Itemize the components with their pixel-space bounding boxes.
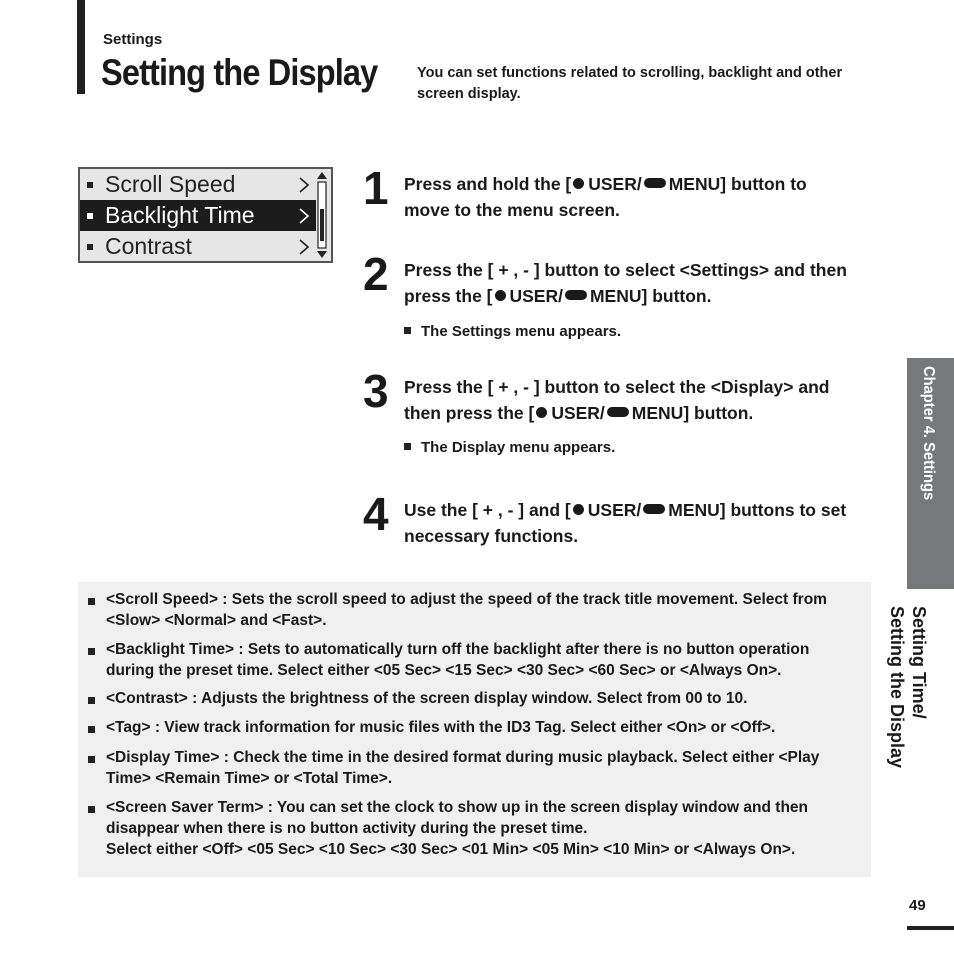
function-description-box: [78, 582, 871, 877]
step-instruction: Press the [ + , - ] button to select the <Display> and then press the [ USER/ MENU] button.: [404, 377, 830, 423]
page-number-rule: [907, 926, 954, 930]
user-button-icon: [536, 407, 547, 418]
lcd-scrollbar: [316, 171, 328, 259]
step-instruction: Press and hold the [ USER/ MENU] button to move to the menu screen.: [404, 174, 807, 220]
lcd-menu-item-scroll-speed: [80, 169, 316, 200]
menu-button-icon: [607, 407, 629, 417]
lcd-menu-item-backlight-time: [80, 200, 316, 231]
bullet-icon: [87, 213, 93, 219]
bullet-icon: [404, 443, 411, 450]
description-item: <Tag> : View track information for music files with the ID3 Tag. Select either <On> or <Off>.: [88, 717, 858, 738]
lcd-menu-screen: [78, 167, 333, 263]
description-item: <Display Time> : Check the time in the desired format during music playback. Select either <Play Time> <Remain Time> or <Total Time>.: [88, 747, 858, 789]
section-label: Settings: [103, 31, 163, 48]
lcd-menu-item-label: Scroll Speed: [105, 171, 236, 197]
bullet-icon: [88, 756, 95, 763]
step-note: The Display menu appears.: [404, 439, 615, 456]
description-item-continued: Select either <Off> <05 Sec> <10 Sec> <30 Sec> <01 Min> <05 Min> <10 Min> or <Always On>.: [106, 841, 796, 858]
lcd-menu-item-label: Contrast: [105, 233, 192, 259]
description-item: <Contrast> : Adjusts the brightness of the screen display window. Select from 00 to 10.: [88, 688, 858, 709]
bullet-icon: [88, 598, 95, 605]
bullet-icon: [88, 648, 95, 655]
bullet-icon: [88, 726, 95, 733]
page-number: 49: [909, 897, 926, 914]
menu-button-icon: [644, 178, 666, 188]
page-subtitle: You can set functions related to scrolling, backlight and other screen display.: [417, 65, 843, 102]
step-number: 1: [363, 162, 389, 214]
step-instruction: Use the [ + , - ] and [ USER/ MENU] buttons to set necessary functions.: [404, 500, 847, 546]
menu-button-icon: [565, 290, 587, 300]
bullet-icon: [87, 182, 93, 188]
bullet-icon: [88, 697, 95, 704]
description-item: <Screen Saver Term> : You can set the clock to show up in the screen display window and then disappear when there is no button activity during the preset time.: [88, 797, 858, 839]
step-number: 3: [363, 365, 389, 417]
user-button-icon: [573, 178, 584, 189]
user-button-icon: [495, 290, 506, 301]
step-number: 2: [363, 248, 389, 300]
description-item: <Scroll Speed> : Sets the scroll speed to adjust the speed of the track title movement. Select from <Slow> <Normal> and <Fast>.: [88, 589, 858, 631]
step-instruction: Press the [ + , - ] button to select <Settings> and then press the [ USER/ MENU] button.: [404, 260, 847, 306]
chapter-label: Chapter 4. Settings: [920, 366, 937, 501]
step-number: 4: [363, 488, 389, 540]
user-button-icon: [573, 504, 584, 515]
bullet-icon: [87, 244, 93, 250]
step-note: The Settings menu appears.: [404, 323, 621, 340]
section-side-title: Setting Time/ Setting the Display: [887, 606, 929, 769]
chapter-tab: [907, 358, 954, 589]
bullet-icon: [404, 327, 411, 334]
description-item: <Backlight Time> : Sets to automatically turn off the backlight after there is no button operation during the preset time. Select either <05 Sec> <15 Sec> <30 Sec> <60 Sec> or <Always On>.: [88, 639, 858, 681]
header-accent-bar: [77, 0, 85, 94]
lcd-menu-item-contrast: [80, 231, 316, 262]
lcd-menu-item-label: Backlight Time: [105, 202, 255, 228]
menu-button-icon: [643, 504, 665, 514]
chevron-right-icon: [296, 206, 312, 226]
bullet-icon: [88, 806, 95, 813]
chevron-right-icon: [296, 175, 312, 195]
page-title: Setting the Display: [101, 52, 378, 93]
chevron-right-icon: [296, 237, 312, 257]
